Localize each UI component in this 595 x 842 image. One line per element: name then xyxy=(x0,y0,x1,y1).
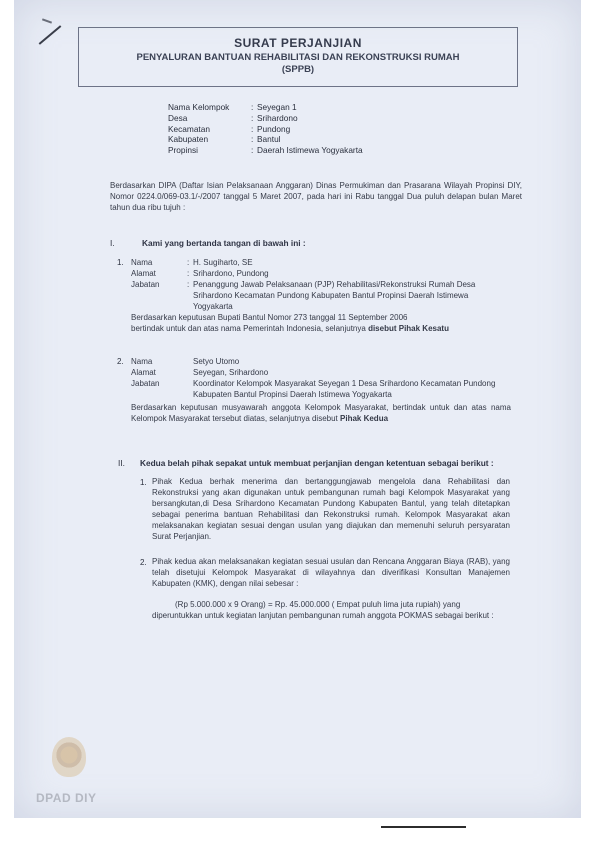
info-row: Kecamatan : Pundong xyxy=(168,123,291,134)
group-info xyxy=(168,102,363,156)
info-value: Seyegan 1 xyxy=(257,102,297,112)
party-basis: Berdasarkan keputusan Bupati Bantul Nomor 273 tanggal 11 September 2006 xyxy=(131,313,408,322)
info-row: Propinsi : Daerah Istimewa Yogyakarta xyxy=(168,145,363,156)
party-designation: Pihak Kedua xyxy=(340,414,389,423)
party-2 xyxy=(131,356,511,424)
intro-paragraph: Berdasarkan DIPA (Daftar Isian Pelaksanaan Anggaran) Dinas Permukiman dan Prasarana Wilayah Propinsi DIY, Nomor 0224.0/069-03.1/-/2007 tanggal 5 Maret 2007, pada hari ini Rabu tanggal Dua puluh delapan bulan Maret tahun dua ribu tujuh : xyxy=(110,181,522,212)
info-value: Daerah Istimewa Yogyakarta xyxy=(257,145,363,156)
info-row: Desa : Srihardono xyxy=(168,112,298,123)
party-label: Nama xyxy=(131,357,153,366)
party-1 xyxy=(131,257,511,334)
party-value: Koordinator Kelompok Masyarakat Seyegan 1 Desa Srihardono Kecamatan Pundong Kabupaten Bantul Propinsi Daerah Istimewa Yogyakarta xyxy=(193,379,496,399)
party-label: Jabatan xyxy=(131,379,160,388)
section-number: I. xyxy=(110,238,115,248)
party-row xyxy=(131,356,511,367)
title-abbrev: (SPPB) xyxy=(281,64,315,75)
party-acting: bertindak untuk dan atas nama Pemerintah Indonesia, selanjutnya disebut Pihak Kesatu xyxy=(131,324,449,333)
party-value: H. Sugiharto, SE xyxy=(193,258,253,267)
info-value: Srihardono xyxy=(257,112,298,123)
section-heading: Kedua belah pihak sepakat untuk membuat perjanjian dengan ketentuan sebagai berikut : xyxy=(140,458,494,468)
party-row xyxy=(131,378,511,400)
party-label: Nama xyxy=(131,258,153,267)
party-row xyxy=(131,367,511,378)
party-row: Alamat : Srihardono, Pundong xyxy=(131,268,511,279)
info-value: Pundong xyxy=(257,123,291,134)
crest-logo xyxy=(52,737,86,777)
party-row: Jabatan : Penanggung Jawab Pelaksanaan (PJP) Rehabilitasi/Rekonstruksi Rumah Desa Srihardono Kecamatan Pundong Kabupaten Bantul Propinsi Daerah Istimewa Yogyakarta xyxy=(131,279,511,312)
party-number: 1. xyxy=(117,258,124,267)
title-sub: PENYALURAN BANTUAN REHABILITASI DAN REKONSTRUKSI RUMAH xyxy=(136,52,460,63)
title-main: SURAT PERJANJIAN xyxy=(234,36,362,50)
party-number: 2. xyxy=(117,357,124,366)
info-label: Propinsi xyxy=(168,145,198,156)
info-label: Nama Kelompok xyxy=(168,102,230,112)
info-row: Kabupaten : Bantul xyxy=(168,134,281,145)
info-value: Bantul xyxy=(257,134,281,145)
section-heading: Kami yang bertanda tangan di bawah ini : xyxy=(142,238,306,248)
title-box xyxy=(78,27,518,87)
item-number: 1. xyxy=(140,478,147,487)
clause-2-purpose: diperuntukkan untuk kegiatan lanjutan pembangunan rumah anggota POKMAS sebagai berikut : xyxy=(152,611,494,620)
party-basis: Berdasarkan keputusan musyawarah anggota Kelompok Masyarakat, bertindak untuk dan atas nama Kelompok Masyarakat tersebut diatas, selanjutnya disebut Pihak Kedua xyxy=(131,403,511,423)
party-value: Seyegan, Srihardono xyxy=(193,368,269,377)
footer-line xyxy=(381,826,466,828)
party-label: Alamat xyxy=(131,368,156,377)
watermark: DPAD DIY xyxy=(36,791,97,805)
info-label: Desa xyxy=(168,112,188,123)
clause-1: Pihak Kedua berhak menerima dan bertanggungjawab mengelola dana Rehabilitasi dan Rekonstruksi yang akan digunakan untuk pembangunan rumah bagi Kelompok Masyarakat yang bersangkutan,di Desa Srihardono Kecamatan Pundong Kabupaten Bantul, yang telah ditetapkan sebagai penerima bantuan Rehabilitasi dan Rekonstruksi rumah. Kelompok Masyarakat akan melaksanakan kegiatan sesuai dengan usulan yang diajukan dan memenuhi seluruh persyaratan Surat Perjanjian. xyxy=(152,477,510,541)
party-value: Setyo Utomo xyxy=(193,357,240,366)
party-value: Srihardono, Pundong xyxy=(193,269,269,278)
party-row: Nama : H. Sugiharto, SE xyxy=(131,257,511,268)
party-label: Jabatan xyxy=(131,280,160,289)
info-label: Kecamatan xyxy=(168,123,210,134)
item-number: 2. xyxy=(140,558,147,567)
info-label: Kabupaten xyxy=(168,134,209,145)
clause-2: Pihak kedua akan melaksanakan kegiatan sesuai usulan dan Rencana Anggaran Biaya (RAB), yang telah disetujui Kelompok Masyarakat di wilayahnya dan diverifikasi Konsultan Manajemen Kabupaten (KMK), dengan nilai sebesar : xyxy=(152,557,510,588)
party-value: Penanggung Jawab Pelaksanaan (PJP) Rehabilitasi/Rekonstruksi Rumah Desa Srihardono Kecamatan Pundong Kabupaten Bantul Propinsi Daerah Istimewa Yogyakarta xyxy=(193,280,476,311)
section-number: II. xyxy=(118,458,125,468)
clause-2-amount: (Rp 5.000.000 x 9 Orang) = Rp. 45.000.000 ( Empat puluh lima juta rupiah) yang xyxy=(175,600,461,609)
party-label: Alamat xyxy=(131,269,156,278)
info-row: Nama Kelompok : Seyegan 1 xyxy=(168,102,297,112)
party-designation: disebut Pihak Kesatu xyxy=(368,324,449,333)
